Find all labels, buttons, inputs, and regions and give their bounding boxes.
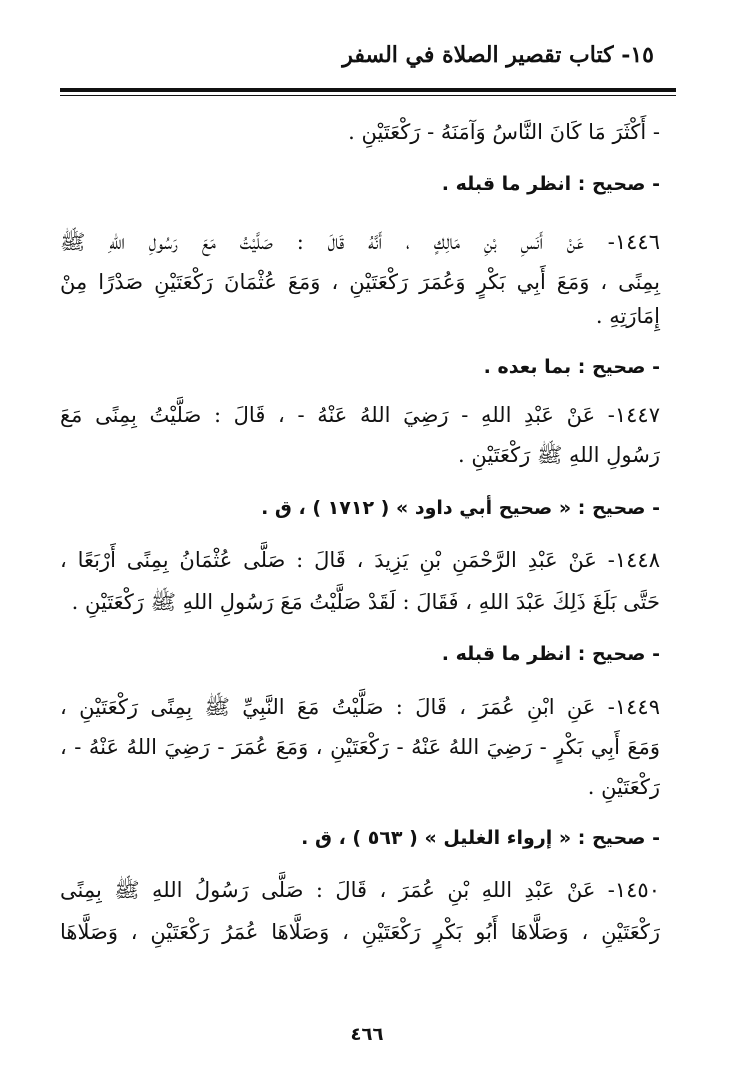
hadith-1448-line: حَتَّى بَلَغَ ذَلِكَ عَبْدَ اللهِ ، فَقَالَ : لَقَدْ صَلَّيْتُ مَعَ رَسُولِ اللهِ ﷺ رَكْعَتَيْنِ .	[71, 590, 660, 614]
hadith-grade: - صحيح : بما بعده .	[483, 356, 660, 378]
page-header-title: ١٥- كتاب تقصير الصلاة في السفر	[342, 42, 654, 68]
hadith-1447-line: رَسُولِ اللهِ ﷺ رَكْعَتَيْنِ .	[458, 443, 660, 467]
hadith-1450-line: رَكْعَتَيْنِ ، وَصَلَّاهَا أَبُو بَكْرٍ رَكْعَتَيْنِ ، وَصَلَّاهَا عُمَرُ رَكْعَتَيْنِ ، وَصَلَّاهَا	[60, 920, 660, 944]
header-rule-thin	[60, 95, 676, 96]
hadith-grade: - صحيح : « إرواء الغليل » ( ٥٦٣ ) ، ق .	[301, 827, 660, 849]
hadith-1449-line: وَمَعَ أَبِي بَكْرٍ - رَضِيَ اللهُ عَنْهُ - رَكْعَتَيْنِ ، وَمَعَ عُمَرَ - رَضِيَ اللهُ عَنْهُ - ،	[60, 735, 660, 759]
hadith-1448-line: ١٤٤٨- عَنْ عَبْدِ الرَّحْمَنِ بْنِ يَزِيدَ ، قَالَ : صَلَّى عُثْمَانُ بِمِنًى أَرْبَعًا ،	[60, 548, 660, 572]
hadith-1449-line: رَكْعَتَيْنِ .	[587, 775, 660, 799]
hadith-1449-line: ١٤٤٩- عَنِ ابْنِ عُمَرَ ، قَالَ : صَلَّيْتُ مَعَ النَّبِيِّ ﷺ بِمِنًى رَكْعَتَيْنِ ،	[60, 695, 660, 719]
hadith-1450-line: ١٤٥٠- عَنْ عَبْدِ اللهِ بْنِ عُمَرَ ، قَالَ : صَلَّى رَسُولُ اللهِ ﷺ بِمِنًى	[60, 878, 660, 902]
hadith-grade: - صحيح : انظر ما قبله .	[441, 643, 660, 665]
hadith-1446-line: إِمَارَتِهِ .	[595, 304, 660, 328]
hadith-grade: - صحيح : انظر ما قبله .	[441, 173, 660, 195]
hadith-grade: - صحيح : « صحيح أبي داود » ( ١٧١٢ ) ، ق .	[261, 497, 660, 519]
hadith-1446-line: بِمِنًى ، وَمَعَ أَبِي بَكْرٍ وَعُمَرَ رَكْعَتَيْنِ ، وَمَعَ عُثْمَانَ رَكْعَتَيْنِ صَدْرًا مِنْ	[60, 270, 660, 294]
text-line: - أَكْثَرَ مَا كَانَ النَّاسُ وَآمَنَهُ - رَكْعَتَيْنِ .	[348, 120, 660, 144]
header-rule-thick	[60, 88, 676, 92]
hadith-1447-line: ١٤٤٧- عَنْ عَبْدِ اللهِ - رَضِيَ اللهُ عَنْهُ - ، قَالَ : صَلَّيْتُ بِمِنًى مَعَ	[60, 403, 660, 427]
hadith-1446-line: ١٤٤٦- عَنْ أَنَسِ بْنِ مَالِكٍ ، أَنَّهُ قَالَ : صَلَّيْتُ مَعَ رَسُولِ اللهِ ﷺ	[60, 230, 660, 254]
page-number: ٤٦٦	[350, 1024, 384, 1045]
